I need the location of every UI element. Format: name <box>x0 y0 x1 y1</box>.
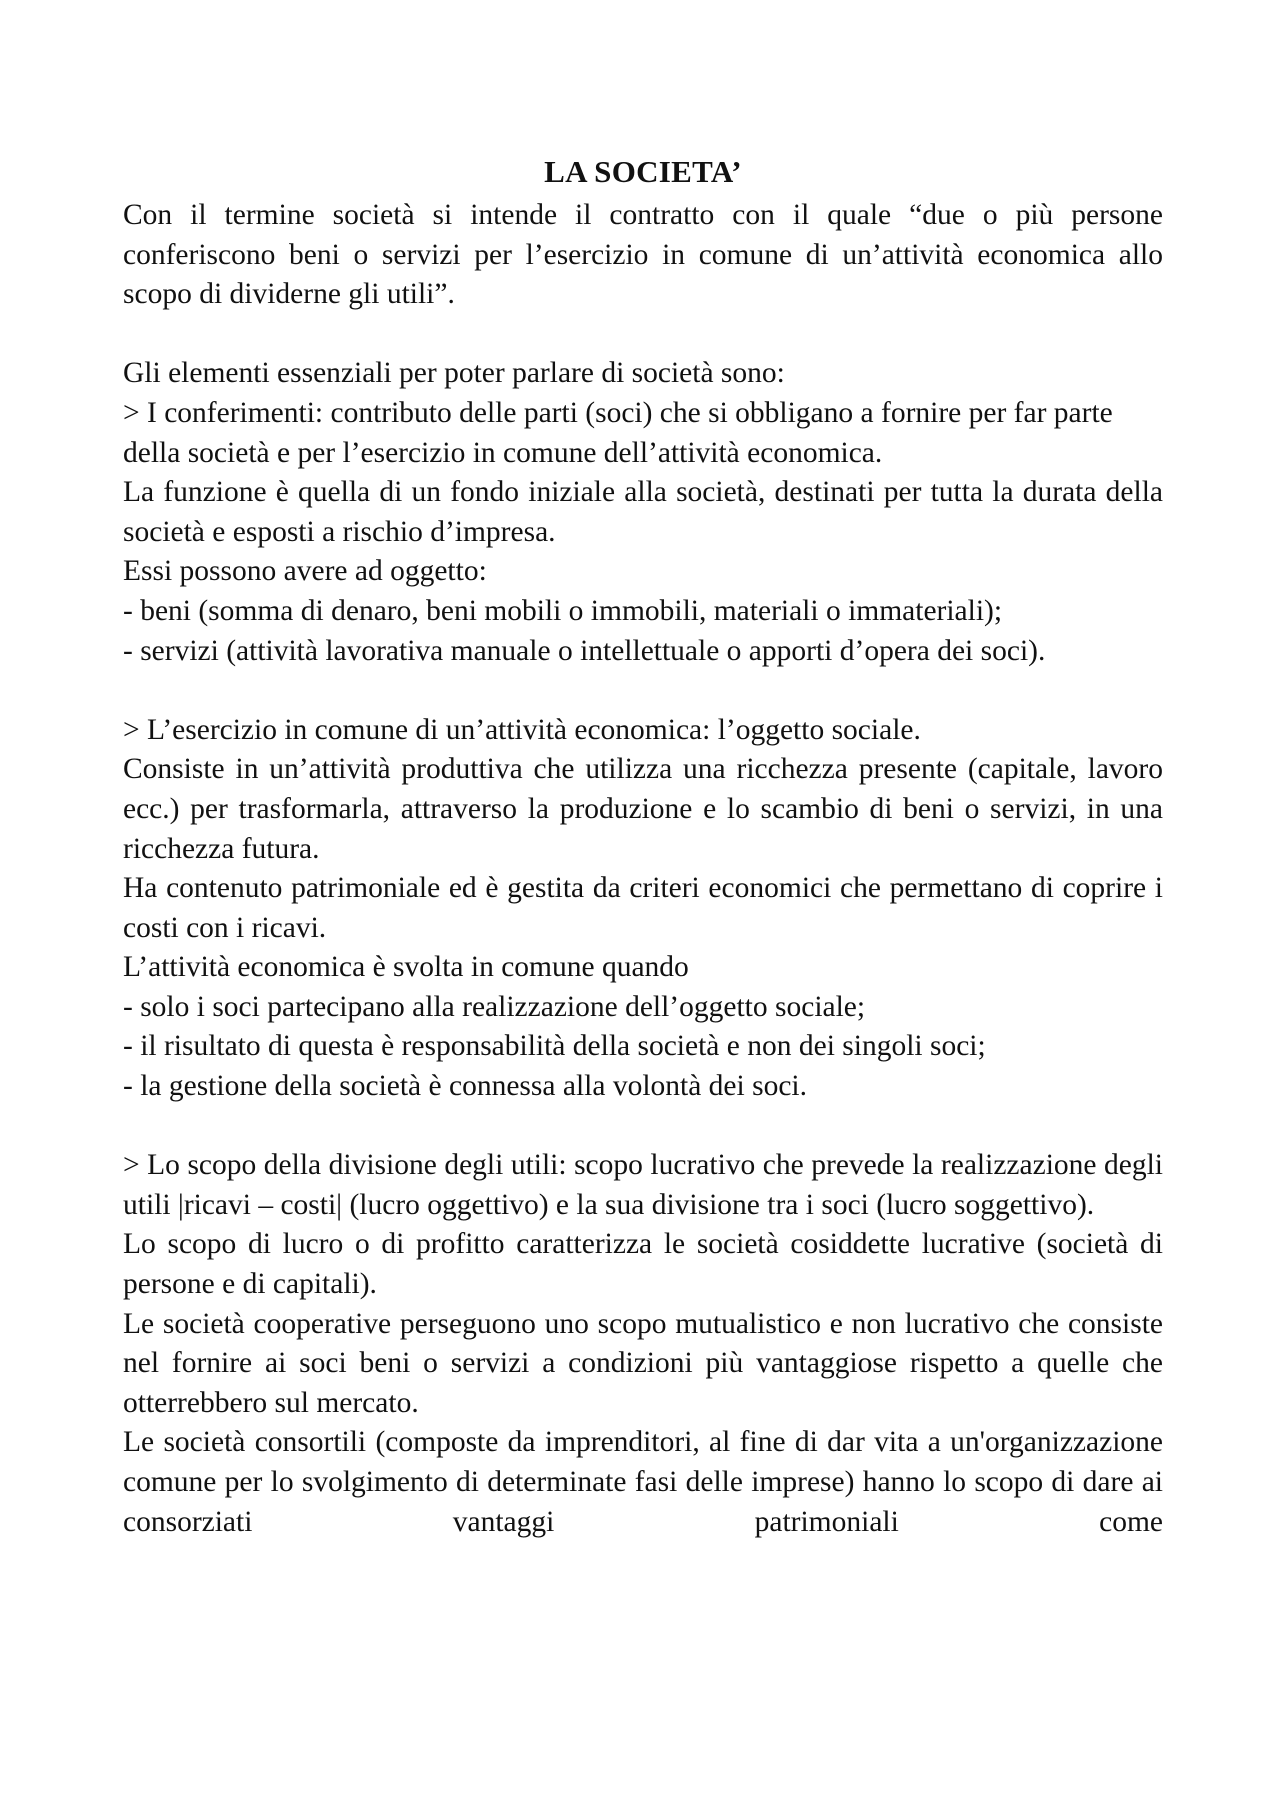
paragraph-attivita-comune: L’attività economica è svolta in comune quando <box>123 951 689 984</box>
list-item-gestione: - la gestione della società è connessa alla volontà dei soci. <box>123 1070 807 1103</box>
paragraph-definition: Con il termine società si intende il contratto con il quale “due o più persone conferiscono beni o servizi per l’esercizio in comune di un’attività economica allo scopo di dividerne gli utili”. <box>123 199 1163 311</box>
paragraph-esercizio-heading: > L’esercizio in comune di un’attività economica: l’oggetto sociale. <box>123 713 921 746</box>
list-item-beni: - beni (somma di denaro, beni mobili o immobili, materiali o immateriali); <box>123 594 1003 627</box>
paragraph-scopo-utili: > Lo scopo della divisione degli utili: scopo lucrativo che prevede la realizzazione degli utili |ricavi – costi| (lucro oggettivo) e la sua divisione tra i soci (lucro soggettivo). <box>123 1149 1163 1221</box>
paragraph-cooperative: Le società cooperative perseguono uno scopo mutualistico e non lucrativo che consiste nel fornire ai soci beni o servizi a condizioni più vantaggiose rispetto a quelle che otterrebbero sul mercato. <box>123 1307 1163 1419</box>
paragraph-spacer <box>123 671 1163 711</box>
paragraph-scopo-lucro: Lo scopo di lucro o di profitto caratterizza le società cosiddette lucrative (società di persone e di capitali). <box>123 1228 1163 1301</box>
paragraph-oggetto-intro: Essi possono avere ad oggetto: <box>123 555 487 588</box>
paragraph-conferimenti: > I conferimenti: contributo delle parti (soci) che si obbligano a fornire per far parte della società e per l’esercizio in comune dell’attività economica. <box>123 396 1113 469</box>
list-item-servizi: - servizi (attività lavorativa manuale o intellettuale o apporti d’opera dei soci). <box>123 634 1046 667</box>
paragraph-contenuto-patrimoniale: Ha contenuto patrimoniale ed è gestita da criteri economici che permettano di coprire i costi con i ricavi. <box>123 872 1163 944</box>
paragraph-consortili: Le società consortili (composte da imprenditori, al fine di dar vita a un'organizzazione comune per lo svolgimento di determinate fasi delle imprese) hanno lo scopo di dare ai consorziati vantaggi patrimoniali come <box>123 1426 1163 1538</box>
paragraph-spacer <box>123 315 1163 355</box>
paragraph-elements-intro: Gli elementi essenziali per poter parlare di società sono: <box>123 357 785 390</box>
document-page <box>123 152 1163 1542</box>
paragraph-funzione: La funzione è quella di un fondo iniziale alla società, destinati per tutta la durata della società e esposti a rischio d’impresa. <box>123 476 1163 548</box>
paragraph-attivita-produttiva: Consiste in un’attività produttiva che utilizza una ricchezza presente (capitale, lavoro ecc.) per trasformarla, attraverso la produzione e lo scambio di beni o servizi, in una ricchezza futura. <box>123 753 1163 865</box>
paragraph-spacer <box>123 1107 1163 1147</box>
list-item-soci-partecipano: - solo i soci partecipano alla realizzazione dell’oggetto sociale; <box>123 990 866 1023</box>
document-title: LA SOCIETA’ <box>544 154 742 189</box>
list-item-risultato: - il risultato di questa è responsabilità della società e non dei singoli soci; <box>123 1030 986 1063</box>
